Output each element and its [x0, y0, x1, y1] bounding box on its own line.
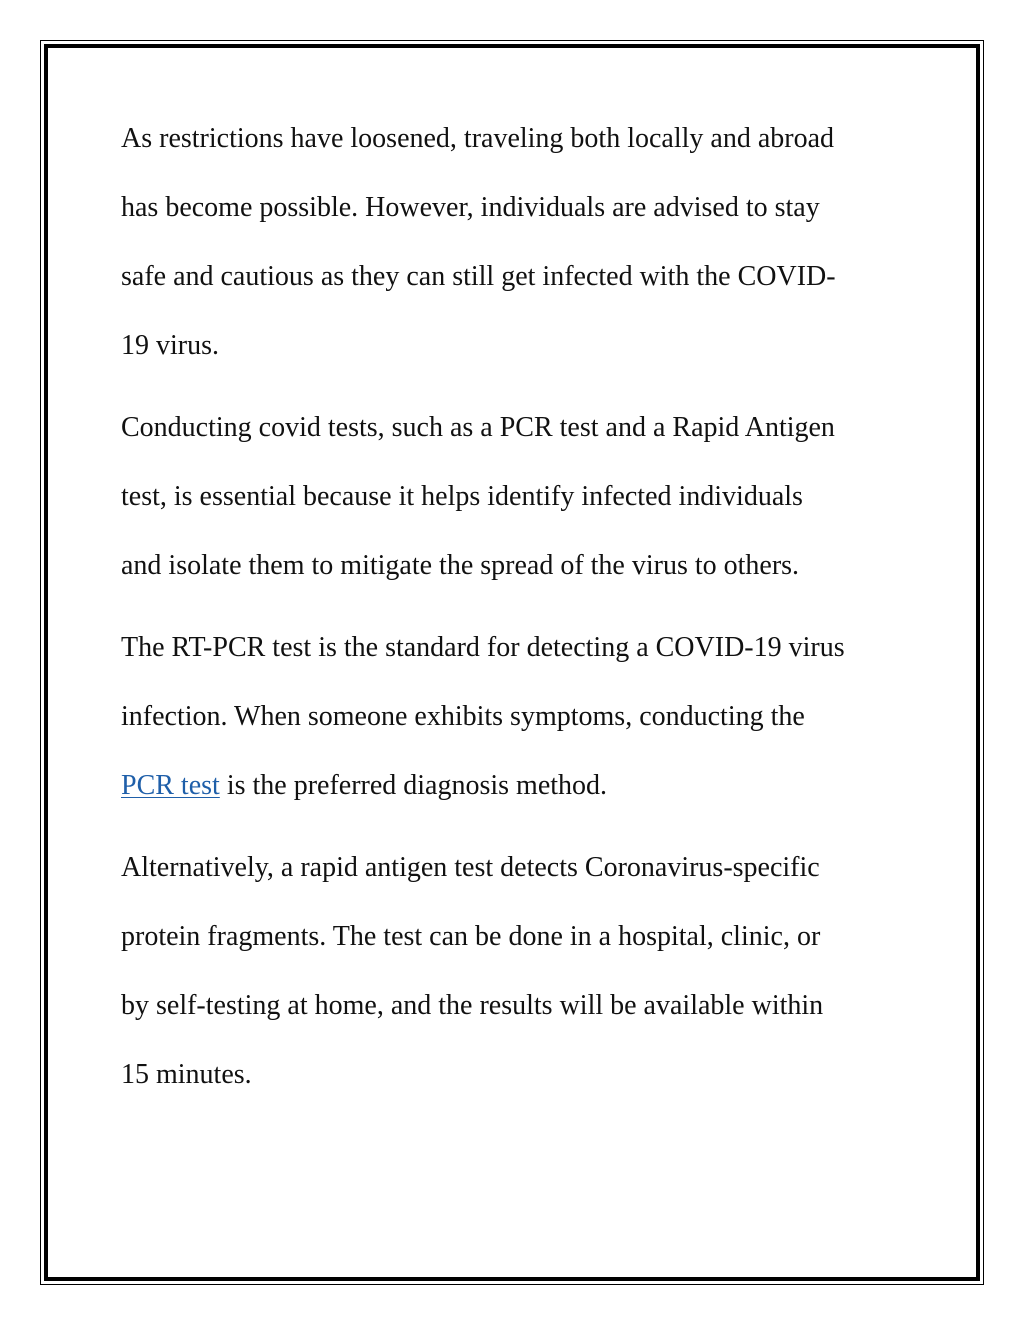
text-line: protein fragments. The test can be done in a hospital, clinic, or — [121, 921, 821, 952]
text-line: Conducting covid tests, such as a PCR test and a Rapid Antigen — [121, 412, 835, 443]
text-line: The RT-PCR test is the standard for detecting a COVID-19 virus — [121, 632, 845, 663]
pcr-test-link[interactable]: PCR test — [121, 770, 220, 801]
text-line: As restrictions have loosened, traveling both locally and abroad — [121, 123, 835, 154]
text-line: 19 virus. — [121, 330, 219, 361]
document-body — [121, 104, 921, 1122]
text-line: and isolate them to mitigate the spread of the virus to others. — [121, 550, 800, 581]
text-line: has become possible. However, individuals are advised to stay — [121, 192, 820, 223]
paragraph-travel — [121, 104, 921, 380]
paragraph-testing — [121, 393, 921, 600]
paragraph-rt-pcr — [121, 613, 921, 820]
text-line-with-link — [121, 751, 921, 820]
text-line: 15 minutes. — [121, 1059, 252, 1090]
text-line: test, is essential because it helps identify infected individuals — [121, 481, 803, 512]
text-line: Alternatively, a rapid antigen test detects Coronavirus-specific — [121, 852, 820, 883]
paragraph-rapid-antigen — [121, 833, 921, 1109]
text-line: infection. When someone exhibits symptoms, conducting the — [121, 701, 805, 732]
text-line: by self-testing at home, and the results will be available within — [121, 990, 824, 1021]
link-line-rest: is the preferred diagnosis method. — [219, 770, 608, 801]
text-line: safe and cautious as they can still get infected with the COVID- — [121, 261, 836, 292]
